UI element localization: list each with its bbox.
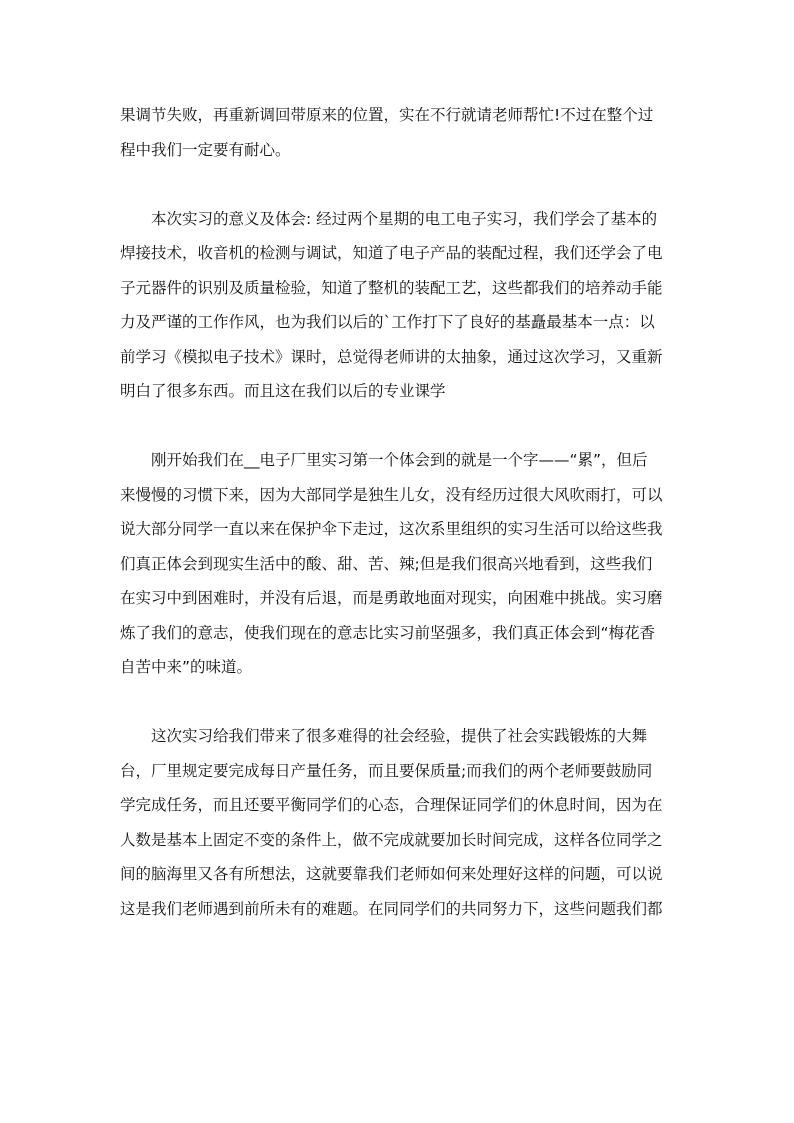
- text-line: 在实习中到困难时，并没有后退，而是勇敢地面对现实，向困难中挑战。实习磨: [120, 589, 663, 607]
- text-line: 人数是基本上固定不变的条件上，做不完成就要加长时间完成，这样各位同学之: [120, 830, 663, 849]
- paragraph-1: [120, 98, 680, 167]
- text-line: 学完成任务，而且还要平衡同学们的心态，合理保证同学们的休息时间，因为在: [120, 796, 663, 814]
- paragraph-3: [120, 443, 680, 685]
- text-line: 果调节失败，再重新调回带原来的位置，实在不行就请老师帮忙!不过在整个过: [120, 106, 654, 124]
- paragraph-2: [120, 202, 680, 409]
- paragraph-spacer: [120, 409, 680, 444]
- text-line: 说大部分同学一直以来在保护伞下走过，这次系里组织的实习生活可以给这些我: [120, 520, 663, 538]
- text-line: 前学习《模拟电子技术》课时，总觉得老师讲的太抽象，通过这次学习，又重新: [120, 347, 663, 366]
- text-line: 台，厂里规定要完成每日产量任务，而且要保质量;而我们的两个老师要鼓励同: [120, 761, 653, 780]
- text-line: 自苦中来”的味道。: [120, 658, 253, 676]
- text-line: 间的脑海里又各有所想法，这就要靠我们老师如何来处理好这样的问题，可以说: [120, 865, 663, 883]
- text-line: 本次实习的意义及体会: 经过两个星期的电工电子实习，我们学会了基本的: [120, 209, 658, 228]
- text-line: 程中我们一定要有耐心。: [120, 140, 291, 159]
- text-line: 来慢慢的习惯下来，因为大部同学是独生儿女，没有经历过很大风吹雨打，可以: [120, 485, 663, 504]
- text-line: 焊接技术，收音机的检测与调试，知道了电子产品的装配过程，我们还学会了电: [120, 244, 663, 262]
- text-line: 明白了很多东西。而且这在我们以后的专业课学: [120, 382, 446, 400]
- paragraph-spacer: [120, 685, 680, 720]
- text-line: 们真正体会到现实生活中的酸、甜、苦、辣;但是我们很高兴地看到，这些我们: [120, 554, 653, 573]
- paragraph-spacer: [120, 167, 680, 202]
- paragraph-4: [120, 719, 680, 926]
- text-line: 刚开始我们在__电子厂里实习第一个体会到的就是一个字——“累”，但后: [120, 451, 648, 469]
- text-line: 炼了我们的意志，使我们现在的意志比实习前坚强多，我们真正体会到“梅花香: [120, 623, 656, 642]
- text-line: 子元器件的识别及质量检验，知道了整机的装配工艺，这些都我们的培养动手能: [120, 278, 663, 297]
- text-line: 力及严谨的工作作风，也为我们以后的`工作打下了良好的基矗最基本一点：以: [120, 313, 655, 331]
- text-line: 这次实习给我们带来了很多难得的社会经验，提供了社会实践锻炼的大舞: [120, 727, 648, 745]
- document-body: [120, 98, 680, 926]
- text-line: 这是我们老师遇到前所未有的难题。在同同学们的共同努力下，这些问题我们都: [120, 899, 663, 918]
